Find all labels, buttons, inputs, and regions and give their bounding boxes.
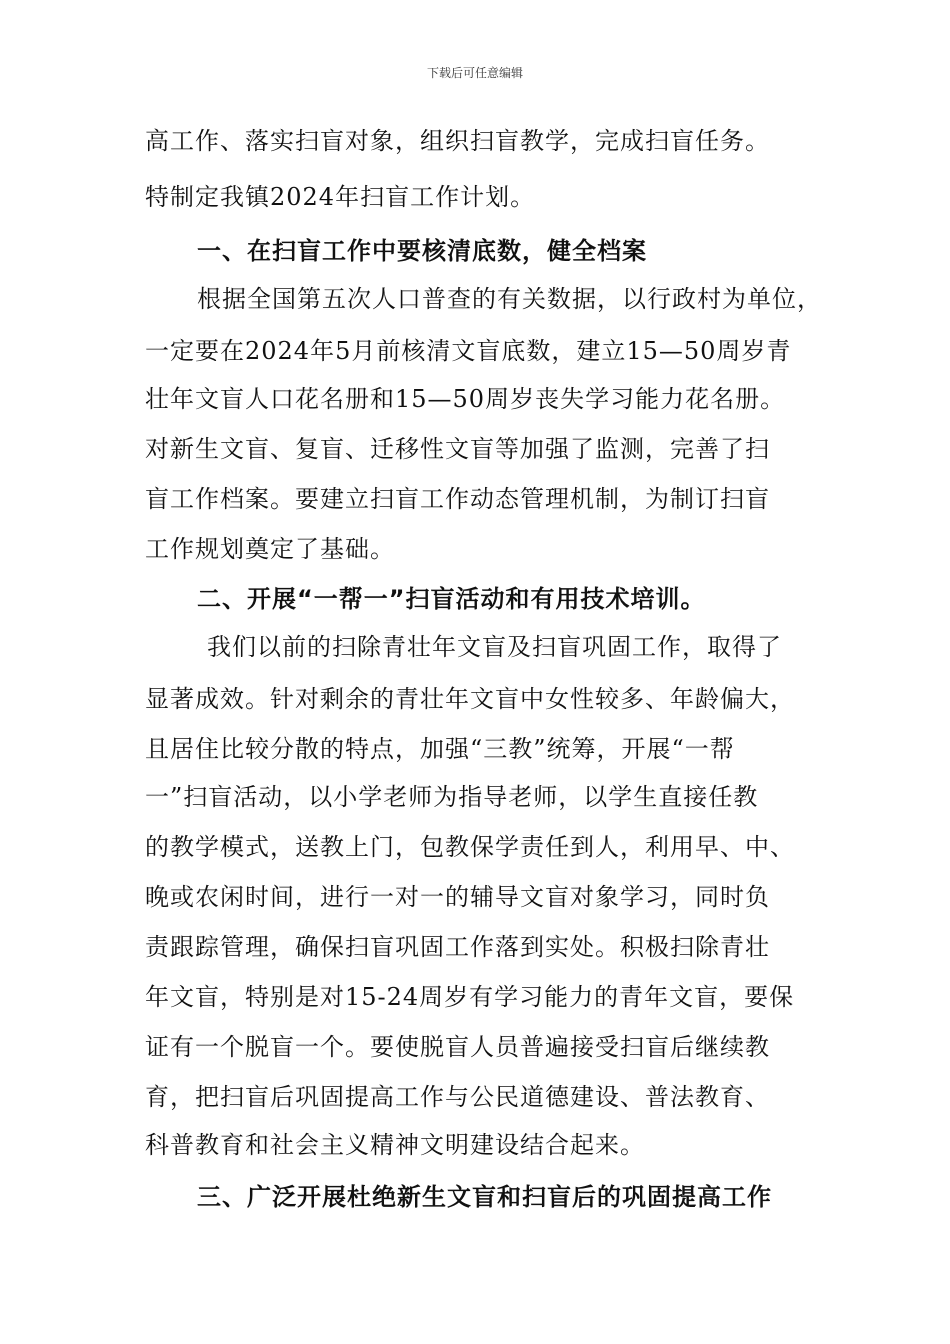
paragraph-line: 对新生文盲、复盲、迁移性文盲等加强了监测，完善了扫 — [145, 435, 770, 463]
section-heading-3: 三、广泛开展杜绝新生文盲和扫盲后的巩固提高工作 — [197, 1183, 772, 1211]
paragraph-line: 证有一个脱盲一个。要使脱盲人员普遍接受扫盲后继续教 — [145, 1033, 770, 1061]
page-header: 下载后可任意编辑 — [426, 66, 523, 80]
section-heading-1: 一、在扫盲工作中要核清底数，健全档案 — [197, 237, 647, 265]
paragraph-line: 显著成效。针对剩余的青壮年文盲中女性较多、年龄偏大， — [145, 685, 795, 713]
paragraph-line: 特制定我镇2024年扫盲工作计划。 — [145, 183, 536, 211]
paragraph-line: 盲工作档案。要建立扫盲工作动态管理机制，为制订扫盲 — [145, 485, 770, 513]
paragraph-line: 育，把扫盲后巩固提高工作与公民道德建设、普法教育、 — [145, 1083, 770, 1111]
paragraph-line: 责跟踪管理，确保扫盲巩固工作落到实处。积极扫除青壮 — [145, 933, 770, 961]
paragraph-line: 晚或农闲时间，进行一对一的辅导文盲对象学习，同时负 — [145, 883, 770, 911]
paragraph-line: 的教学模式，送教上门，包教保学责任到人，利用早、中、 — [145, 833, 795, 861]
paragraph-line: 且居住比较分散的特点，加强“三教”统筹，开展“一帮 — [145, 735, 735, 763]
paragraph-line: 一”扫盲活动，以小学老师为指导老师，以学生直接任教 — [145, 783, 759, 811]
section-heading-2: 二、开展“一帮一”扫盲活动和有用技术培训。 — [197, 585, 706, 613]
paragraph-line: 科普教育和社会主义精神文明建设结合起来。 — [145, 1131, 645, 1159]
paragraph-line: 一定要在2024年5月前核清文盲底数，建立15—50周岁青 — [145, 337, 792, 365]
paragraph-line: 根据全国第五次人口普查的有关数据，以行政村为单位， — [197, 285, 822, 313]
paragraph-line: 壮年文盲人口花名册和15—50周岁丧失学习能力花名册。 — [145, 385, 786, 413]
paragraph-line: 年文盲，特别是对15-24周岁有学习能力的青年文盲，要保 — [145, 983, 795, 1011]
paragraph-line: 工作规划奠定了基础。 — [145, 535, 395, 563]
paragraph-line: 我们以前的扫除青壮年文盲及扫盲巩固工作，取得了 — [207, 633, 782, 661]
paragraph-line: 高工作、落实扫盲对象，组织扫盲教学，完成扫盲任务。 — [145, 127, 770, 155]
